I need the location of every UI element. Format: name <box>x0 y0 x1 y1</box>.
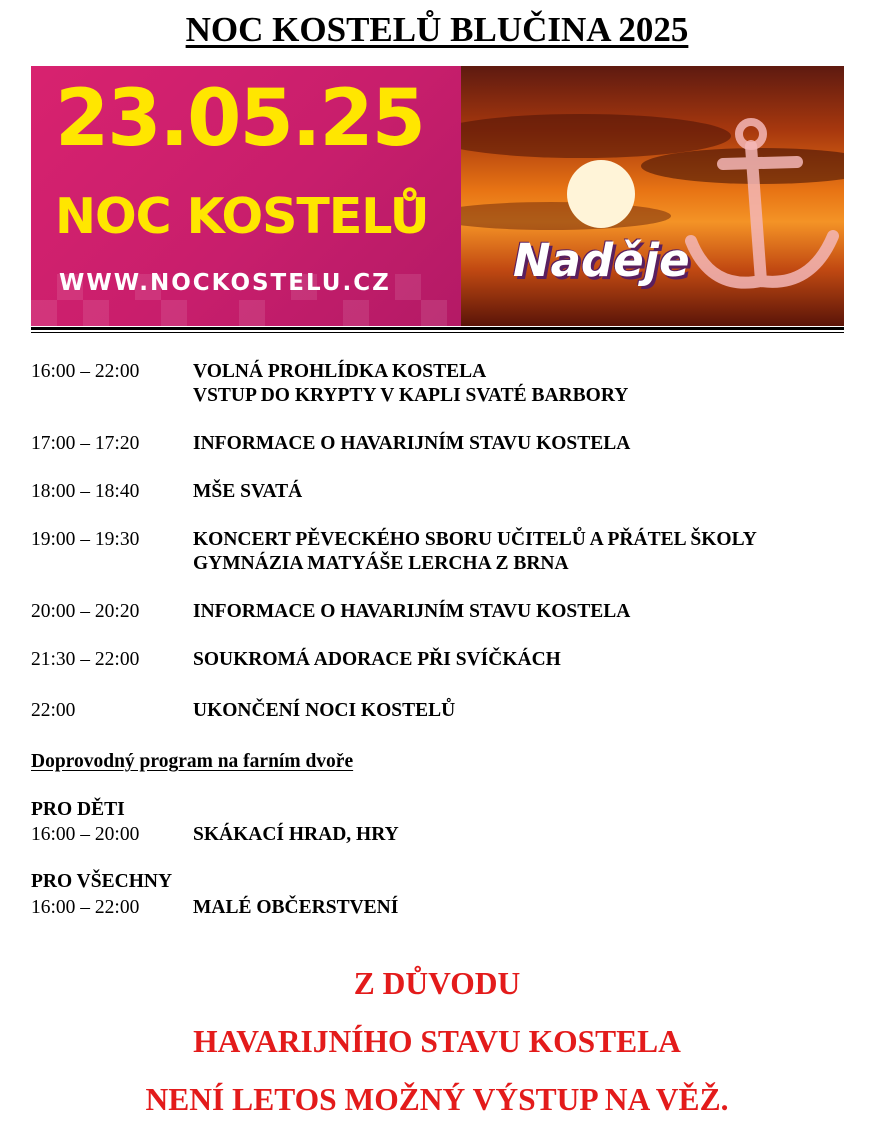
page-title: NOC KOSTELŮ BLUČINA 2025 <box>185 10 689 49</box>
schedule-activity: VSTUP DO KRYPTY V KAPLI SVATÉ BARBORY <box>193 385 629 406</box>
side-program-activity: MALÉ OBČERSTVENÍ <box>193 897 399 918</box>
side-program-time: 16:00 – 20:00 <box>31 824 140 845</box>
notice-line: HAVARIJNÍHO STAVU KOSTELA <box>193 1024 681 1059</box>
event-banner <box>31 66 844 326</box>
schedule-time: 18:00 – 18:40 <box>31 481 140 502</box>
divider-thin <box>31 332 844 333</box>
schedule-activity: GYMNÁZIA MATYÁŠE LERCHA Z BRNA <box>193 553 569 574</box>
schedule-activity: VOLNÁ PROHLÍDKA KOSTELA <box>193 361 487 382</box>
banner-date: 23.05.25 <box>55 74 424 164</box>
schedule-time: 19:00 – 19:30 <box>31 529 140 550</box>
schedule-activity: KONCERT PĚVECKÉHO SBORU UČITELŮ A PŘÁTEL ŠKOLY <box>193 529 757 550</box>
schedule-time: 17:00 – 17:20 <box>31 433 140 454</box>
schedule-time: 21:30 – 22:00 <box>31 649 140 670</box>
sunset-anchor-image <box>461 66 844 326</box>
group-label: PRO VŠECHNY <box>31 871 173 892</box>
side-program-heading: Doprovodný program na farním dvoře <box>31 751 354 772</box>
schedule-time: 20:00 – 20:20 <box>31 601 140 622</box>
sun-icon <box>567 160 635 228</box>
schedule-activity: INFORMACE O HAVARIJNÍM STAVU KOSTELA <box>193 433 631 454</box>
banner-left-panel <box>31 66 461 326</box>
schedule-activity: SOUKROMÁ ADORACE PŘI SVÍČKÁCH <box>193 649 561 670</box>
schedule-time: 16:00 – 22:00 <box>31 361 140 382</box>
sunset-photo <box>461 66 844 326</box>
side-program-activity: SKÁKACÍ HRAD, HRY <box>193 824 399 845</box>
notice-line: Z DŮVODU <box>353 966 521 1001</box>
banner-theme: Naděje <box>513 234 690 287</box>
divider-thick <box>31 327 844 330</box>
group-label: PRO DĚTI <box>31 799 125 820</box>
banner-website: WWW.NOCKOSTELU.CZ <box>59 270 391 296</box>
notice-line: NENÍ LETOS MOŽNÝ VÝSTUP NA VĚŽ. <box>145 1082 729 1117</box>
schedule-activity: UKONČENÍ NOCI KOSTELŮ <box>193 700 456 721</box>
schedule-activity: MŠE SVATÁ <box>193 481 303 502</box>
side-program-time: 16:00 – 22:00 <box>31 897 140 918</box>
schedule-activity: INFORMACE O HAVARIJNÍM STAVU KOSTELA <box>193 601 631 622</box>
banner-event-name: NOC KOSTELŮ <box>55 188 429 245</box>
schedule-time: 22:00 <box>31 700 76 721</box>
